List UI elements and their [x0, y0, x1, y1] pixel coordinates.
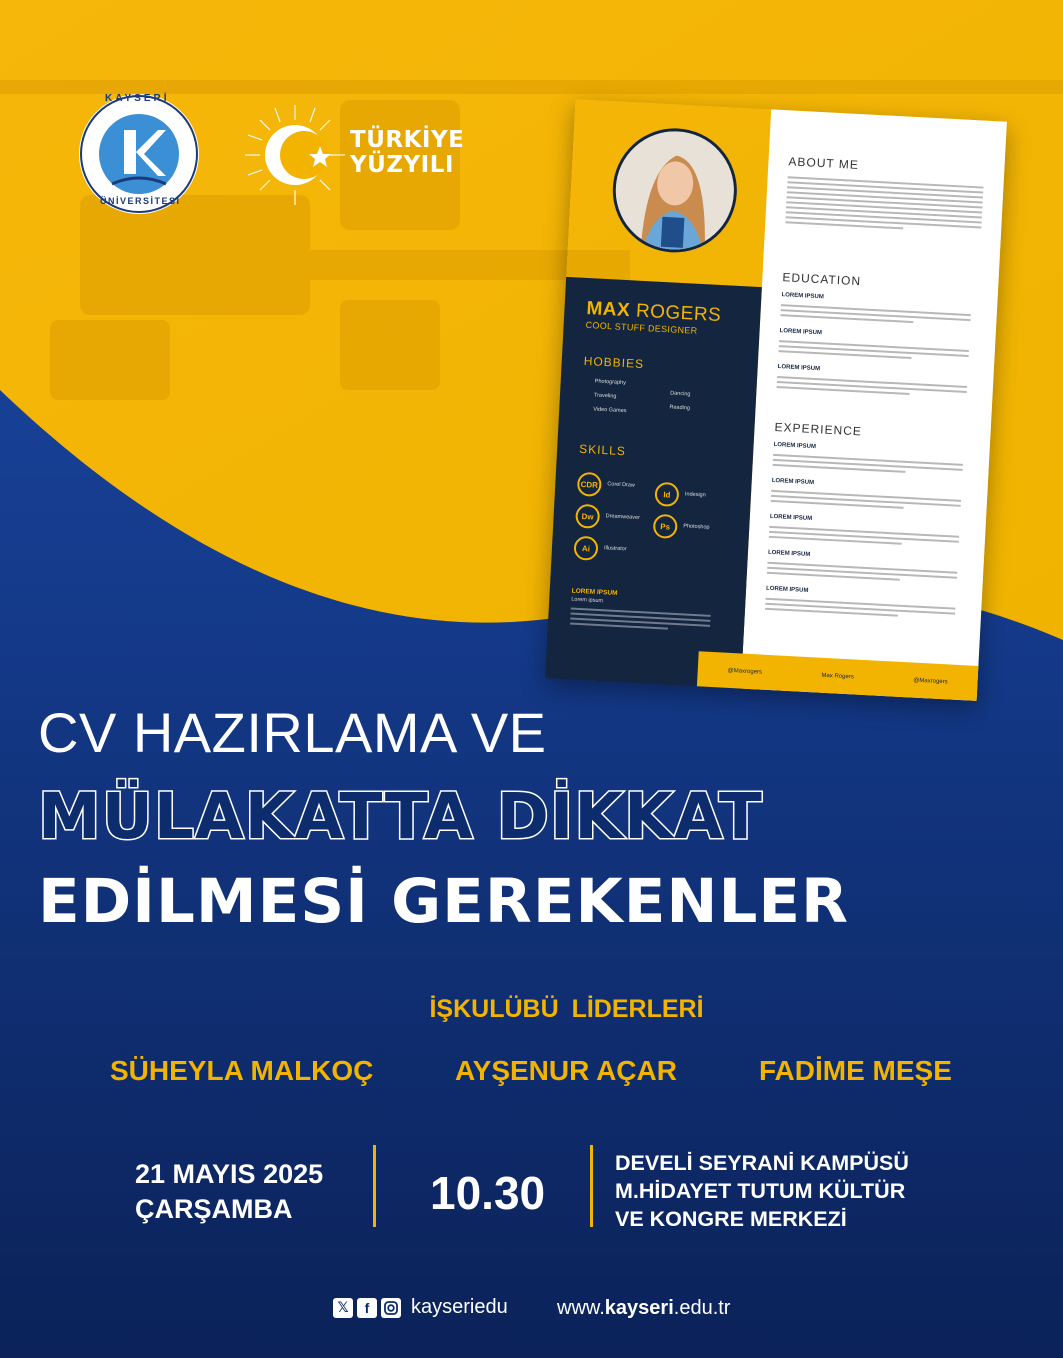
- cv-left-lorem-title: LOREM IPSUM: [571, 587, 618, 597]
- cv-hobby: Photography: [594, 378, 627, 387]
- cv-about-heading: ABOUT ME: [788, 154, 860, 173]
- divider: [590, 1145, 593, 1227]
- cv-exp-title: LOREM IPSUM: [769, 513, 813, 523]
- event-place-line: VE KONGRE MERKEZİ: [615, 1207, 847, 1231]
- event-time: 10.30: [430, 1167, 546, 1219]
- club-label: İŞKULÜBÜ LİDERLERİ: [429, 995, 704, 1023]
- cv-footer-instagram: @Maxrogers: [727, 667, 763, 676]
- cv-role: COOL STUFF DESIGNER: [585, 319, 698, 336]
- cv-hobby: Reading: [669, 404, 691, 412]
- cv-hobby: Traveling: [593, 392, 617, 400]
- speaker-name: AYŞENUR AÇAR: [455, 1055, 677, 1086]
- x-icon[interactable]: 𝕏: [333, 1298, 353, 1318]
- speaker-name: SÜHEYLA MALKOÇ: [110, 1055, 374, 1086]
- turkiye-yuzyili-logo: [240, 100, 480, 210]
- cv-skill-label: Photoshop: [683, 523, 710, 531]
- cv-footer-facebook: Max Rogers: [821, 672, 854, 680]
- event-place-line: M.HİDAYET TUTUM KÜLTÜR: [615, 1179, 906, 1203]
- cv-skill-icon: Ai: [573, 536, 598, 561]
- cv-mockup: [545, 99, 1007, 701]
- cv-skill-icon: CDR: [577, 472, 602, 497]
- cv-about-text: [785, 176, 983, 236]
- cv-education-heading: EDUCATION: [782, 270, 862, 289]
- title-line-1: CV HAZIRLAMA VE: [38, 701, 547, 764]
- event-place: [615, 1149, 909, 1233]
- turkiye-text: TÜRKİYE: [350, 127, 465, 153]
- event-day-text: ÇARŞAMBA: [135, 1194, 293, 1224]
- cv-footer-twitter: @Maxrogers: [913, 677, 948, 685]
- university-bottom-text: ÜNİVERSİTESİ: [100, 196, 181, 206]
- event-date: [135, 1157, 323, 1227]
- cv-experience-heading: EXPERIENCE: [774, 419, 863, 439]
- social-handle[interactable]: kayseriedu: [411, 1296, 508, 1318]
- event-date-text: 21 MAYIS 2025: [135, 1159, 324, 1189]
- cv-skill-label: Indesign: [684, 491, 706, 499]
- cv-skill-icon: Ps: [653, 514, 678, 539]
- yuzyili-text: YÜZYILI: [350, 152, 454, 178]
- cv-skill-label: Illustrator: [603, 545, 627, 553]
- cv-skills-heading: SKILLS: [578, 441, 627, 459]
- cv-skill-label: Dreamweaver: [605, 513, 641, 522]
- cv-portrait: [610, 125, 740, 255]
- cv-hobby: Dancing: [670, 390, 691, 398]
- cv-edu-title: LOREM IPSUM: [779, 328, 823, 337]
- instagram-icon[interactable]: [381, 1298, 401, 1318]
- speaker-name: FADİME MEŞE: [759, 1055, 952, 1086]
- social-links: [333, 1296, 508, 1319]
- website-link[interactable]: www.kayseri.edu.tr: [557, 1297, 731, 1319]
- event-place-line: DEVELİ SEYRANİ KAMPÜSÜ: [615, 1151, 909, 1175]
- cv-skill-icon: Dw: [575, 504, 600, 529]
- cv-exp-title: LOREM IPSUM: [773, 441, 817, 451]
- cv-hobby: Video Games: [593, 406, 627, 415]
- cv-exp-title: LOREM IPSUM: [771, 477, 815, 487]
- cv-hobbies-heading: HOBBIES: [583, 353, 645, 372]
- university-arc-text: KAYSERİ: [105, 93, 170, 104]
- cv-left-lorem-sub: Lorem ipsum: [571, 596, 604, 605]
- title-line-3: EDİLMESİ GEREKENLER: [38, 866, 849, 937]
- cv-name: MAX ROGERS: [585, 297, 722, 327]
- facebook-icon[interactable]: f: [357, 1298, 377, 1318]
- cv-skill-label: Corel Draw: [607, 481, 635, 489]
- cv-edu-title: LOREM IPSUM: [781, 292, 824, 301]
- cv-skill-icon: Id: [654, 482, 679, 507]
- title-line-2: MÜLAKATTA DİKKAT: [38, 780, 763, 853]
- cv-exp-title: LOREM IPSUM: [765, 585, 809, 594]
- cv-exp-title: LOREM IPSUM: [767, 549, 811, 559]
- divider: [373, 1145, 376, 1227]
- cv-edu-title: LOREM IPSUM: [777, 364, 821, 373]
